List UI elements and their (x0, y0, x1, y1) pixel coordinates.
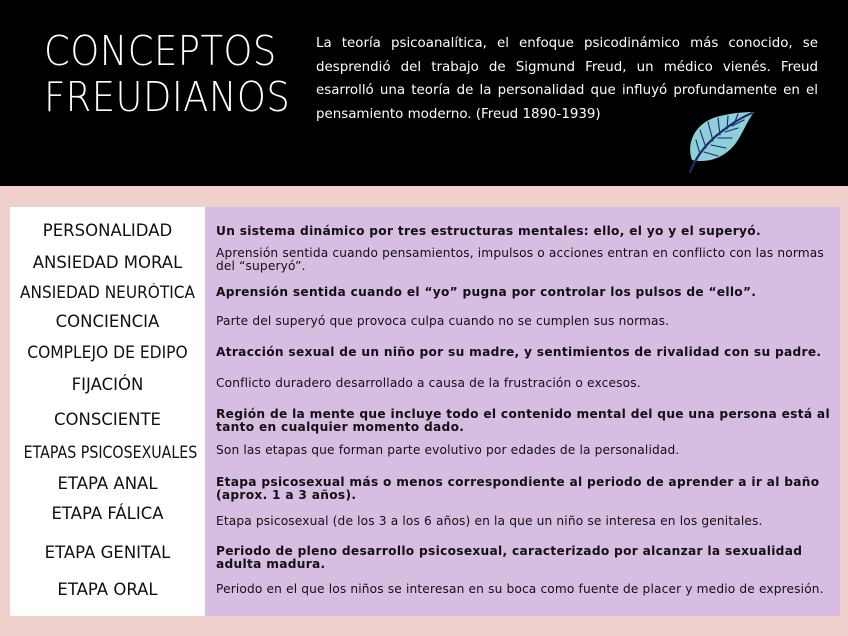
definition-etapa-genital: Periodo de pleno desarrollo psicosexual, caracterizado por alcanzar la sexualidad adulta madura. (216, 544, 803, 571)
definition-complejo-de-edipo: Atracción sexual de un niño por su madre, y sentimientos de rivalidad con su padre. (216, 345, 822, 359)
definition-personalidad: Un sistema dinámico por tres estructuras mentales: ello, el yo y el superyó. (216, 224, 761, 238)
definition-ansiedad-neurotica: Aprensión sentida cuando el “yo” pugna por controlar los pulsos de “ello”. (216, 285, 757, 299)
term-etapa-falica: ETAPA FÁLICA (51, 504, 164, 523)
leaf-icon (680, 108, 756, 174)
term-fijacion: FIJACIÓN (71, 375, 144, 394)
definition-etapa-falica: Etapa psicosexual (de los 3 a los 6 años) en la que un niño se interesa en los genitales. (216, 514, 763, 528)
term-complejo-de-edipo: COMPLEJO DE EDIPO (27, 343, 188, 362)
definition-fijacion: Conflicto duradero desarrollado a causa de la frustración o excesos. (216, 376, 641, 390)
definition-etapa-oral: Periodo en el que los niños se interesan en su boca como fuente de placer y medio de expresión. (216, 582, 824, 596)
term-etapa-anal: ETAPA ANAL (57, 474, 158, 493)
intro-paragraph: La teoría psicoanalítica, el enfoque psicodinámico más conocido, se desprendió del trabajo de Sigmund Freud, un médico vienés. Freud esarrolló una teoría de la personalidad que influyó profundamente en el pensamiento moderno. (Freud 1890-1939) (316, 36, 818, 122)
term-etapa-genital: ETAPA GENITAL (44, 543, 171, 562)
page-title (44, 28, 290, 120)
term-conciencia: CONCIENCIA (55, 312, 160, 331)
term-etapa-oral: ETAPA ORAL (57, 580, 158, 599)
title-line-1: CONCEPTOS (44, 27, 277, 75)
title-line-2: FREUDIANOS (44, 73, 291, 121)
definition-etapa-anal: Etapa psicosexual más o menos correspondiente al periodo de aprender a ir al baño (aprox. 1 a 3 años). (216, 475, 820, 502)
term-etapas-psicosexuales: ETAPAS PSICOSEXUALES (23, 443, 198, 462)
definition-ansiedad-moral: Aprensión sentida cuando pensamientos, impulsos o acciones entran en conflicto con las normas del “superyó”. (216, 246, 824, 273)
term-ansiedad-moral: ANSIEDAD MORAL (32, 253, 183, 272)
term-consciente: CONSCIENTE (54, 410, 161, 429)
definition-consciente: Región de la mente que incluye todo el contenido mental del que una persona está al tanto en cualquier momento dado. (216, 407, 830, 434)
definition-etapas-psicosexuales: Son las etapas que forman parte evolutivo por edades de la personalidad. (216, 443, 680, 457)
term-ansiedad-neurotica: ANSIEDAD NEURÓTICA (20, 283, 195, 302)
term-personalidad: PERSONALIDAD (42, 221, 173, 240)
definition-conciencia: Parte del superyó que provoca culpa cuando no se cumplen sus normas. (216, 314, 670, 328)
